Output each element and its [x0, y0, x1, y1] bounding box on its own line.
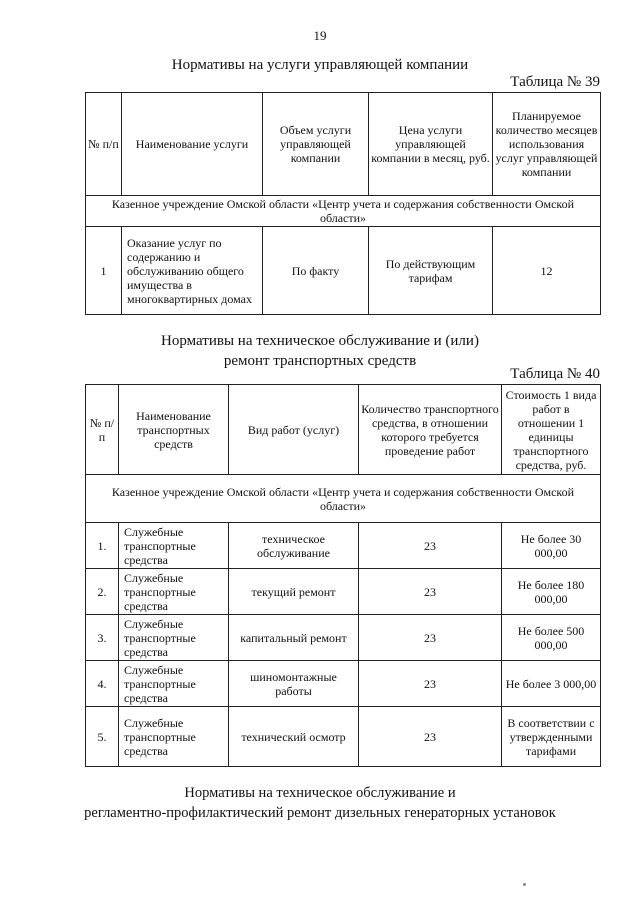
- table-cell: 23: [359, 523, 502, 569]
- table-cell: 23: [359, 569, 502, 615]
- table-cell: Не более 3 000,00: [502, 661, 601, 707]
- table-row: [86, 661, 601, 707]
- table-row: [86, 227, 601, 315]
- table-row: [86, 707, 601, 767]
- table-cell: Служебные транспортные средства: [119, 523, 229, 569]
- table-header-row: [86, 385, 601, 475]
- table-header-row: [86, 93, 601, 196]
- header-cell: Вид работ (услуг): [229, 385, 359, 475]
- title-line: Нормативы на техническое обслуживание и (или): [161, 333, 479, 349]
- table-cell: По действующим тарифам: [369, 227, 493, 315]
- table-cell: 23: [359, 707, 502, 767]
- table-cell: 4.: [86, 661, 119, 707]
- table-cell: По факту: [263, 227, 369, 315]
- table-cell: Не более 500 000,00: [502, 615, 601, 661]
- institution-row: [86, 475, 601, 523]
- table-caption-40: Таблица № 40: [510, 366, 600, 382]
- table-cell: техническое обслуживание: [229, 523, 359, 569]
- table-cell: текущий ремонт: [229, 569, 359, 615]
- table-40: [85, 384, 601, 767]
- header-cell: Стоимость 1 вида работ в отношении 1 единицы транспортного средства, руб.: [502, 385, 601, 475]
- table-cell: Служебные транспортные средства: [119, 707, 229, 767]
- section-title-diesel-generators: [0, 783, 640, 823]
- title-line: Нормативы на техническое обслуживание и: [184, 785, 456, 801]
- table-row: [86, 569, 601, 615]
- table-cell: Не более 30 000,00: [502, 523, 601, 569]
- page-number: 19: [313, 28, 327, 43]
- table-cell: 23: [359, 615, 502, 661]
- institution-cell: Казенное учреждение Омской области «Центр учета и содержания собственности Омской области»: [86, 196, 601, 227]
- table-cell: Служебные транспортные средства: [119, 615, 229, 661]
- table-cell: 3.: [86, 615, 119, 661]
- table-cell: 23: [359, 661, 502, 707]
- table-cell: Не более 180 000,00: [502, 569, 601, 615]
- table-cell: 12: [493, 227, 601, 315]
- scan-mark: [523, 883, 526, 886]
- table-cell: Служебные транспортные средства: [119, 661, 229, 707]
- header-cell: Объем услуги управляющей компании: [263, 93, 369, 196]
- table-cell: шиномонтажные работы: [229, 661, 359, 707]
- table-39: [85, 92, 601, 315]
- table-cell: капитальный ремонт: [229, 615, 359, 661]
- table-cell: 5.: [86, 707, 119, 767]
- title-line: регламентно-профилактический ремонт дизельных генераторных установок: [84, 805, 556, 821]
- title-line: ремонт транспортных средств: [223, 353, 417, 369]
- table-row: [86, 615, 601, 661]
- header-cell: Наименование услуги: [122, 93, 263, 196]
- table-row: [86, 523, 601, 569]
- table-cell: 2.: [86, 569, 119, 615]
- table-cell: Оказание услуг по содержанию и обслуживанию общего имущества в многоквартирных домах: [122, 227, 263, 315]
- table-cell: В соответствии с утвержденными тарифами: [502, 707, 601, 767]
- institution-row: [86, 196, 601, 227]
- table-cell: Служебные транспортные средства: [119, 569, 229, 615]
- header-cell: Наименование транспортных средств: [119, 385, 229, 475]
- table-cell: 1.: [86, 523, 119, 569]
- header-cell: Количество транспортного средства, в отношении которого требуется проведение работ: [359, 385, 502, 475]
- header-cell: № п/п: [86, 93, 122, 196]
- table-cell: технический осмотр: [229, 707, 359, 767]
- header-cell: № п/п: [86, 385, 119, 475]
- table-cell: 1: [86, 227, 122, 315]
- table-caption-39: Таблица № 39: [510, 74, 600, 90]
- section-title-vehicle-maintenance: [0, 331, 640, 371]
- institution-cell: Казенное учреждение Омской области «Центр учета и содержания собственности Омской области»: [86, 475, 601, 523]
- header-cell: Планируемое количество месяцев использования услуг управляющей компании: [493, 93, 601, 196]
- header-cell: Цена услуги управляющей компании в месяц, руб.: [369, 93, 493, 196]
- section-title-management-services: Нормативы на услуги управляющей компании: [171, 57, 469, 73]
